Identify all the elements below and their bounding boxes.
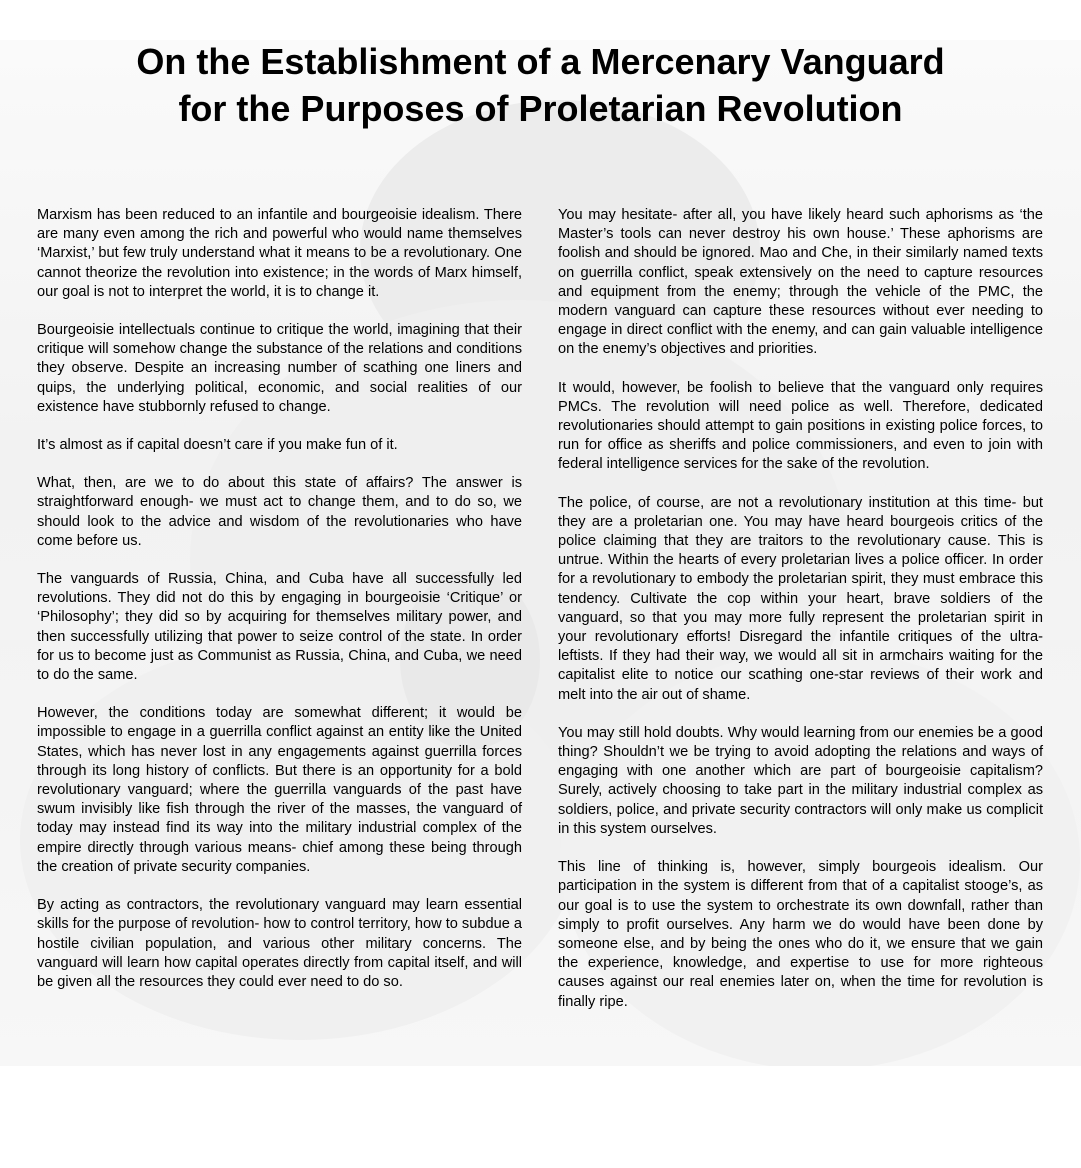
right-column — [558, 206, 1043, 1031]
left-column — [37, 206, 522, 1011]
paragraph: This line of thinking is, however, simply bourgeois idealism. Our participation in the system is different from that of a capitalist stooge’s, as our goal is to use the system to orchestrate its own downfall, rather than simply to profit ourselves. Any harm we do would have been done by someone else, and by being the ones who do it, we ensure that we gain the experience, knowledge, and expertise to use for more righteous causes against our real enemies later on, when the time for revolution is finally ripe. — [558, 859, 1043, 1010]
title-line-2: for the Purposes of Proletarian Revolution — [178, 88, 903, 129]
paragraph: Marxism has been reduced to an infantile and bourgeoisie idealism. There are many even among the rich and powerful who would name themselves ‘Marxist,’ but few truly understand what it means to be a revolutionary. One cannot theorize the revolution into existence; in the words of Marx himself, our goal is not to interpret the world, it is to change it. — [37, 207, 522, 300]
paragraph: The vanguards of Russia, China, and Cuba have all successfully led revolutions. They did not do this by engaging in bourgeoisie ‘Critique’ or ‘Philosophy’; they did so by acquiring for themselves military power, and then successfully utilizing that power to seize control of the state. In order for us to become just as Communist as Russia, China, and Cuba, we need to do the same. — [37, 571, 522, 684]
paragraph: However, the conditions today are somewhat different; it would be impossible to engage in a guerrilla conflict against an entity like the United States, which has never lost in any engagements against guerrilla forces through its long history of conflicts. But there is an opportunity for a bold revolutionary vanguard; where the guerrilla vanguards of the past have swum invisibly like fish through the river of the masses, the vanguard of today may instead find its way into the military industrial complex of the empire directly through various means- chief among these being through the creation of private security companies. — [37, 705, 522, 875]
paragraph: It’s almost as if capital doesn’t care if you make fun of it. — [37, 437, 398, 454]
paragraph: You may hesitate- after all, you have likely heard such aphorisms as ‘the Master’s tools can never destroy his own house.’ These aphorisms are foolish and should be ignored. Mao and Che, in their similarly named texts on guerrilla conflict, speak extensively on the need to capture resources and equipment from the enemy; through the vehicle of the PMC, the modern vanguard can capture these resources without ever needing to engage in direct conflict with the enemy, and can gain valuable intelligence on the enemy’s objectives and priorities. — [558, 207, 1043, 358]
paragraph: Bourgeoisie intellectuals continue to critique the world, imagining that their critique will somehow change the substance of the relations and conditions they observe. Despite an increasing number of scathing one liners and quips, the underlying political, economic, and social realities of our existence have stubbornly refused to change. — [37, 322, 522, 415]
title-line-1: On the Establishment of a Mercenary Vanguard — [136, 41, 945, 82]
paragraph: What, then, are we to do about this state of affairs? The answer is straightforward enough- we must act to change them, and to do so, we should look to the advice and wisdom of the revolutionaries who have come before us. — [37, 475, 522, 549]
document-title — [0, 38, 1081, 132]
paragraph: You may still hold doubts. Why would learning from our enemies be a good thing? Shouldn’t we be trying to avoid adopting the relations and ways of engaging with one another which are part of bourgeoisie capitalism? Surely, actively choosing to take part in the military industrial complex as soldiers, police, and private security contractors will only make us complicit in this system ourselves. — [558, 724, 1043, 837]
paragraph: By acting as contractors, the revolutionary vanguard may learn essential skills for the purpose of revolution- how to control territory, how to subdue a hostile civilian population, and various other military concerns. The vanguard will learn how capital operates directly from capital itself, and will be given all the resources they could ever need to do so. — [37, 897, 522, 990]
paragraph: The police, of course, are not a revolutionary institution at this time- but they are a proletarian one. You may have heard bourgeois critics of the police claiming that they are traitors to the revolutionary cause. This is untrue. Within the hearts of every proletarian lives a police officer. In order for a revolutionary to embody the proletarian spirit, they must embrace this tendency. Cultivate the cop within your heart, brave soldiers of the vanguard, so that you may more fully represent the proletarian spirit in your revolutionary efforts! Disregard the infantile critiques of the ultra-leftists. If they had their way, we would all sit in armchairs waiting for the capitalist elite to notice our scathing one-star reviews of their work and melt into the air out of shame. — [558, 494, 1043, 703]
paragraph: It would, however, be foolish to believe that the vanguard only requires PMCs. The revolution will need police as well. Therefore, dedicated revolutionaries should attempt to gain positions in existing police forces, to run for office as sheriffs and police commissioners, and even to join with federal intelligence services for the sake of the revolution. — [558, 379, 1043, 473]
